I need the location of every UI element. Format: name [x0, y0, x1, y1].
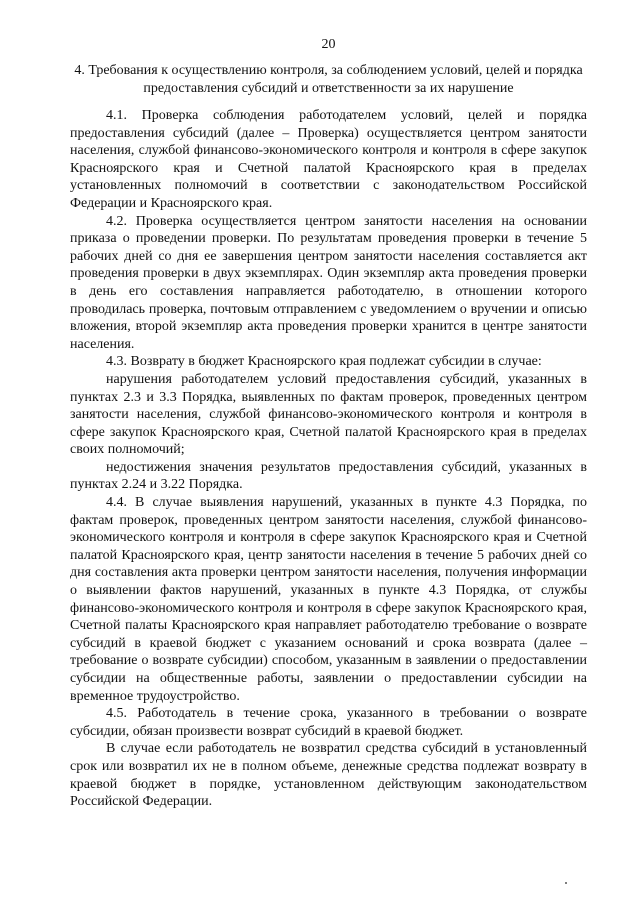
- paragraph-4-3-case-2: недостижения значения результатов предоставления субсидий, указанных в пунктах 2.24 и 3.22 Порядка.: [70, 459, 587, 493]
- section-heading: 4. Требования к осуществлению контроля, за соблюдением условий, целей и порядка предоставления субсидий и ответственности за их нарушение: [74, 63, 583, 96]
- document-page: [70, 0, 587, 905]
- document-body: [70, 107, 587, 811]
- paragraph-4-4: 4.4. В случае выявления нарушений, указанных в пункте 4.3 Порядка, по фактам проверок, проведенных центром занятости населения, службой финансово-экономического контроля и контроля в сфере закупок Красноярского края и Счетной палатой Красноярского края, центр занятости населения в течение 5 рабочих дней со дня составления акта проверки центром занятости населения, получения информации о выявлении фактов нарушений, указанных в пункте 4.3 Порядка, от службы финансово-экономического контроля и контроля в сфере закупок Красноярского края, Счетной палаты Красноярского края направляет работодателю требование о возврате субсидий в краевой бюджет с указанием оснований и срока возврата (далее – требование о возврате субсидии) способом, указанным в заявлении о предоставлении субсидии на общественные работы, заявлении о предоставлении субсидии на временное трудоустройство.: [70, 495, 587, 704]
- paragraph-4-5-refund: В случае если работодатель не возвратил средства субсидий в установленный срок или возвратил их не в полном объеме, денежные средства подлежат возврату в краевой бюджет в порядке, установленном действующим законодательством Российской Федерации.: [70, 741, 587, 810]
- paragraph-4-2: 4.2. Проверка осуществляется центром занятости населения на основании приказа о проведении проверки. По результатам проведения проверки в течение 5 рабочих дней со дня ее завершения центром занятости населения составляется акт проведения проверки в двух экземплярах. Один экземпляр акта проведения проверки в день его составления направляется работодателю, в отношении которого проводилась проверка, почтовым отправлением с уведомлением о вручении и описью вложения, второй экземпляр акта проведения проверки хранится в центре занятости населения.: [70, 213, 587, 352]
- paragraph-4-3: 4.3. Возврату в бюджет Красноярского края подлежат субсидии в случае:: [106, 354, 542, 370]
- paragraph-4-3-case-1: нарушения работодателем условий предоставления субсидий, указанных в пунктах 2.3 и 3.3 Порядка, выявленных по фактам проверок, проведенных центром занятости населения, службой финансово-экономического контроля и контроля в сфере закупок Красноярского края, Счетной палатой Красноярского края в пределах своих полномочий;: [70, 371, 587, 458]
- scan-dot-mark: [565, 882, 567, 884]
- page-number: 20: [321, 37, 336, 52]
- paragraph-4-5: 4.5. Работодатель в течение срока, указанного в требовании о возврате субсидии, обязан произвести возврат субсидий в краевой бюджет.: [70, 706, 587, 739]
- paragraph-4-1: 4.1. Проверка соблюдения работодателем условий, целей и порядка предоставления субсидий (далее – Проверка) осуществляется центром занятости населения, службой финансово-экономического контроля и контроля в сфере закупок Красноярского края и Счетной палатой Красноярского края в пределах установленных полномочий в соответствии с законодательством Российской Федерации и Красноярского края.: [70, 108, 587, 211]
